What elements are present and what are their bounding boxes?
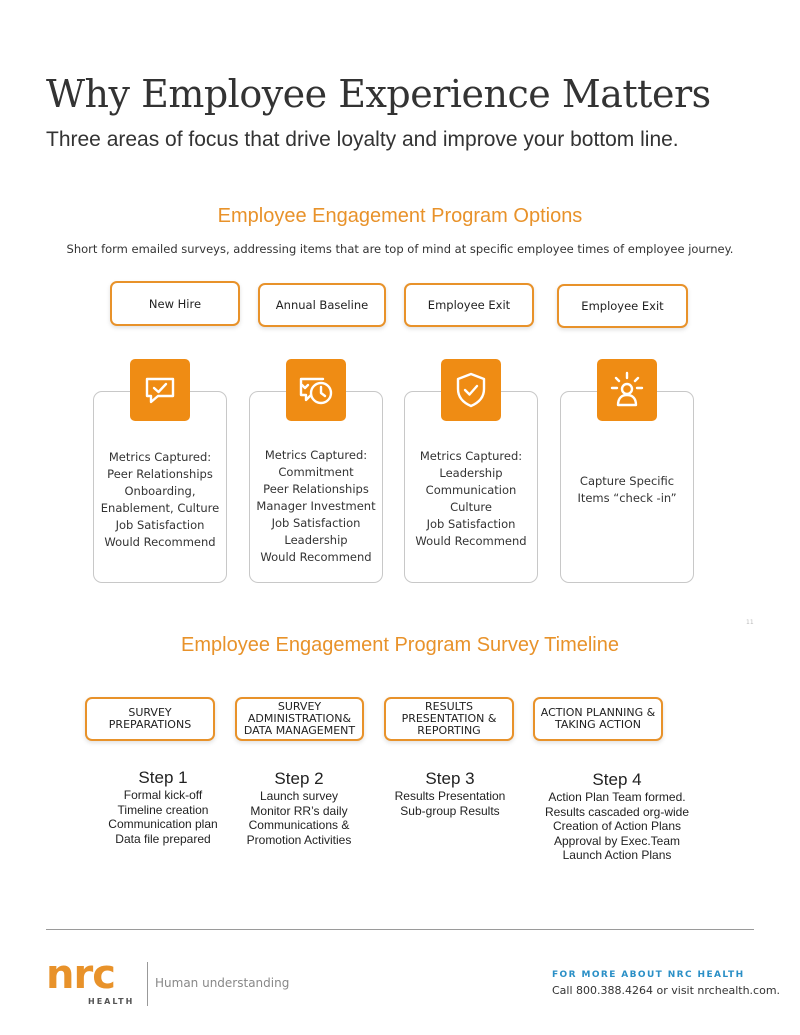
phase-label: Employee Exit: [427, 298, 511, 312]
metrics-list: [94, 449, 226, 551]
metric-line: Leadership: [284, 533, 348, 547]
nrc-logo-sub: HEALTH: [88, 997, 135, 1006]
step-item: Creation of Action Plans: [552, 819, 682, 833]
shield-check-icon: [441, 359, 501, 421]
step-title: Step 4: [592, 770, 642, 789]
step-4: [537, 770, 697, 863]
step-item: Launch Action Plans: [562, 848, 672, 862]
metric-line: Metrics Captured:: [264, 448, 368, 462]
metric-line: Job Satisfaction: [426, 517, 516, 531]
step-item: Action Plan Team formed.: [548, 790, 686, 804]
phase-label: Annual Baseline: [275, 298, 369, 312]
timeline-box-label: ACTION PLANNING & TAKING ACTION: [540, 706, 656, 731]
metric-line: Metrics Captured:: [108, 450, 212, 464]
step-3: [370, 769, 530, 818]
step-item: Monitor RR’s daily: [250, 803, 348, 818]
metric-line: Job Satisfaction: [115, 518, 205, 532]
step-item: Formal kick-off: [123, 788, 203, 802]
nrc-logo: nrc: [46, 952, 115, 998]
metric-line: Manager Investment: [256, 499, 376, 513]
metric-line: Culture: [450, 500, 492, 514]
metric-line: Onboarding,: [124, 484, 196, 498]
step-item: Results Presentation: [394, 789, 506, 803]
timeline-box-label: RESULTS PRESENTATION & REPORTING: [401, 700, 497, 737]
chat-check-icon: [130, 359, 190, 421]
phase-new-hire: [110, 281, 240, 326]
options-intro: Short form emailed surveys, addressing items that are top of mind at specific employee times of employee journey.: [66, 242, 734, 256]
timeline-box-results: [384, 697, 514, 741]
timeline-box-administration: [235, 697, 364, 741]
step-title: Step 1: [138, 768, 188, 787]
step-item: Communications &: [248, 818, 350, 832]
step-item: Launch survey: [259, 789, 339, 803]
options-heading: Employee Engagement Program Options: [217, 205, 583, 227]
step-item: Data file prepared: [115, 831, 211, 846]
metric-line: Peer Relationships: [107, 467, 213, 481]
contact-line: Call 800.388.4264 or visit nrchealth.com.: [552, 984, 781, 997]
timeline-heading: Employee Engagement Program Survey Timeline: [181, 634, 619, 656]
step-title: Step 2: [274, 769, 324, 788]
timeline-box-preparations: [85, 697, 215, 741]
footer-divider: [46, 929, 754, 930]
step-2: [219, 769, 379, 847]
page-subtitle: Three areas of focus that drive loyalty and improve your bottom line.: [46, 128, 679, 151]
metric-line: Commitment: [278, 465, 354, 479]
metrics-list: [405, 448, 537, 550]
page-title: Why Employee Experience Matters: [46, 72, 711, 116]
history-clock-icon: [286, 359, 346, 421]
page-number: 11: [746, 619, 754, 626]
metric-line: Would Recommend: [415, 534, 527, 548]
phase-employee-exit: [404, 283, 534, 327]
step-item: Timeline creation: [117, 802, 209, 817]
step-item: Communication plan: [108, 817, 218, 831]
step-item: Approval by Exec.Team: [553, 833, 681, 848]
metric-line: Would Recommend: [104, 535, 216, 549]
contact-heading: FOR MORE ABOUT NRC HEALTH: [552, 970, 745, 980]
logo-divider: [147, 962, 148, 1006]
timeline-box-label: SURVEY PREPARATIONS: [108, 706, 192, 731]
metric-line: Peer Relationships: [263, 482, 369, 496]
metrics-list: [250, 447, 382, 566]
step-item: Promotion Activities: [246, 832, 352, 847]
metric-line: Communication: [425, 483, 517, 497]
step-item: Results cascaded org-wide: [544, 804, 690, 819]
phase-label: New Hire: [148, 296, 202, 311]
metric-line: Metrics Captured:: [419, 449, 523, 463]
timeline-box-action-planning: [533, 697, 663, 741]
step-title: Step 3: [425, 769, 475, 788]
metric-line: Job Satisfaction: [271, 516, 361, 530]
step-item: Sub-group Results: [400, 803, 500, 818]
phase-annual-baseline: [258, 283, 386, 327]
person-idea-icon: [597, 359, 657, 421]
metric-line: Enablement, Culture: [100, 501, 220, 515]
metric-line: Would Recommend: [260, 550, 372, 564]
metric-line: Capture Specific: [579, 474, 675, 488]
metric-line: Leadership: [439, 466, 503, 480]
phase-label: Employee Exit: [581, 299, 664, 313]
phase-employee-exit-2: [557, 284, 688, 328]
timeline-box-label: SURVEY ADMINISTRATION& DATA MANAGEMENT: [243, 700, 356, 737]
metric-line: Items “check -in”: [577, 491, 677, 505]
tagline: Human understanding: [155, 976, 290, 990]
metrics-list: [561, 473, 693, 507]
